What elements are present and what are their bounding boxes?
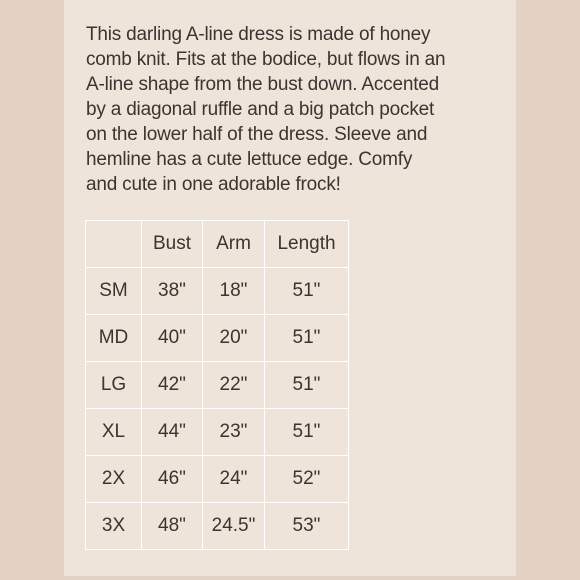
size-label-cell: 2X [86, 456, 142, 503]
arm-cell: 20" [203, 315, 265, 362]
arm-cell: 24" [203, 456, 265, 503]
table-row [86, 503, 349, 550]
table-row [86, 362, 349, 409]
header-cell-bust: Bust [142, 221, 203, 268]
bust-cell: 46" [142, 456, 203, 503]
arm-cell: 23" [203, 409, 265, 456]
length-cell: 51" [265, 362, 349, 409]
length-cell: 51" [265, 315, 349, 362]
size-chart-table [85, 220, 349, 550]
length-cell: 51" [265, 409, 349, 456]
table-row [86, 268, 349, 315]
arm-cell: 24.5" [203, 503, 265, 550]
table-row [86, 315, 349, 362]
size-label-cell: 3X [86, 503, 142, 550]
bust-cell: 44" [142, 409, 203, 456]
size-label-cell: SM [86, 268, 142, 315]
length-cell: 51" [265, 268, 349, 315]
background-right-margin [516, 0, 580, 580]
table-header-row [86, 221, 349, 268]
bust-cell: 40" [142, 315, 203, 362]
table-row [86, 456, 349, 503]
size-label-cell: XL [86, 409, 142, 456]
size-label-cell: LG [86, 362, 142, 409]
length-cell: 53" [265, 503, 349, 550]
arm-cell: 18" [203, 268, 265, 315]
bottom-divider [64, 576, 516, 580]
table-row [86, 409, 349, 456]
bust-cell: 38" [142, 268, 203, 315]
length-cell: 52" [265, 456, 349, 503]
header-cell-empty [86, 221, 142, 268]
background-left-margin [0, 0, 64, 580]
arm-cell: 22" [203, 362, 265, 409]
bust-cell: 42" [142, 362, 203, 409]
size-label-cell: MD [86, 315, 142, 362]
header-cell-arm: Arm [203, 221, 265, 268]
bust-cell: 48" [142, 503, 203, 550]
dress-description: This darling A-line dress is made of honey comb knit. Fits at the bodice, but flows in an A-line shape from the bust down. Accented by a diagonal ruffle and a big patch pocket on the lower half of the dress. Sleeve and hemline has a cute lettuce edge. Comfy and cute in one adorable frock! [86, 24, 446, 195]
header-cell-length: Length [265, 221, 349, 268]
